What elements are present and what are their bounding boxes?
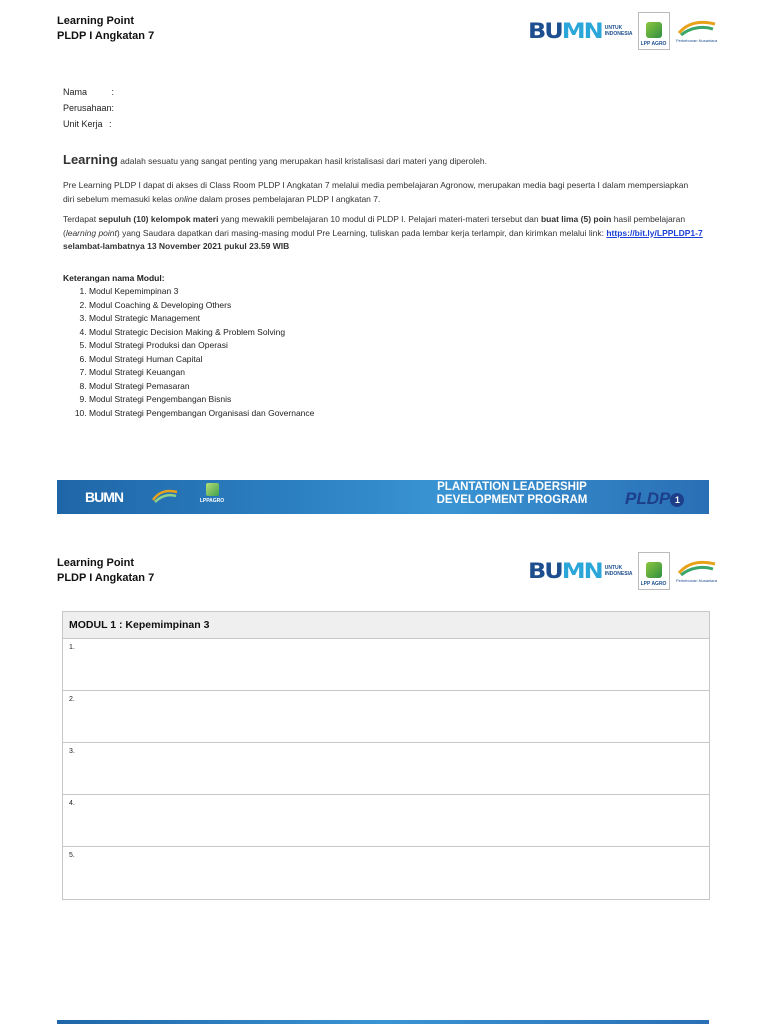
row-number: 1. bbox=[69, 644, 75, 651]
bumn-logo: BUMN UNTUK INDONESIA bbox=[528, 558, 633, 584]
page-header-title bbox=[57, 14, 154, 44]
module-list-section bbox=[63, 272, 703, 420]
intro-paragraph-3: Terdapat sepuluh (10) kelompok materi yang mewakili pembelajaran 10 modul di PLDP I. Pelajari materi-materi tersebut dan buat lima (5) poin hasil pembelajaran (learning point) yang Saudara dapatkan dari masing-masing modul Pre Learning, tuliskan pada lembar kerja terlampir, dan kirimkan melalui link: https://bit.ly/LPPLDP1-7 selambat-lambatnya 13 November 2021 pukul 23.59 WIB bbox=[63, 214, 703, 251]
header-line-2: PLDP I Angkatan 7 bbox=[57, 572, 155, 584]
submission-link[interactable]: https://bit.ly/LPPLDP1-7 bbox=[606, 227, 703, 238]
intro-paragraph-2: Pre Learning PLDP I dapat di akses di Class Room PLDP I Angkatan 7 melalui media pembelajaran Agronow, merupakan media bagi peserta I dalam mempersiapkan diri sebelum memasuki kelas online dalam proses pembelajaran PLDP I angkatan 7. bbox=[63, 180, 689, 204]
module-list-item: 10. Modul Strategi Pengembangan Organisasi dan Governance bbox=[89, 407, 703, 421]
module-list bbox=[63, 285, 703, 420]
table-body bbox=[63, 639, 709, 899]
page2-header-logos bbox=[528, 552, 718, 590]
table-title: MODUL 1 : Kepemimpinan 3 bbox=[63, 612, 709, 639]
ptpn-logo: Perkebunan Nusantara bbox=[676, 19, 718, 43]
unit-kerja-field: Unit Kerja : bbox=[63, 119, 112, 129]
header-line-2: PLDP I Angkatan 7 bbox=[57, 30, 155, 42]
row-number: 5. bbox=[69, 852, 75, 859]
lpp-agro-logo: LPP AGRO bbox=[638, 552, 670, 590]
row-number: 4. bbox=[69, 800, 75, 807]
module-list-item: 8. Modul Strategi Pemasaran bbox=[89, 380, 703, 394]
banner-lpp-logo: LPPAGRO bbox=[197, 483, 227, 504]
ptpn-swoosh-icon bbox=[677, 559, 717, 577]
module-list-item: 4. Modul Strategic Decision Making & Problem Solving bbox=[89, 326, 703, 340]
module-list-item: 2. Modul Coaching & Developing Others bbox=[89, 299, 703, 313]
module-list-item: 3. Modul Strategic Management bbox=[89, 312, 703, 326]
next-page-banner-edge bbox=[57, 1020, 709, 1024]
lpp-agro-logo: LPP AGRO bbox=[638, 12, 670, 50]
table-row[interactable] bbox=[63, 847, 709, 899]
pldp-banner bbox=[57, 480, 709, 514]
ptpn-swoosh-icon bbox=[677, 19, 717, 37]
header-line-1: Learning Point bbox=[57, 557, 134, 569]
learning-point-table bbox=[62, 611, 710, 900]
table-row[interactable] bbox=[63, 639, 709, 691]
table-row[interactable] bbox=[63, 691, 709, 743]
row-number: 2. bbox=[69, 696, 75, 703]
banner-pldp-logo: PLDP 1 bbox=[625, 489, 684, 509]
module-list-item: 9. Modul Strategi Pengembangan Bisnis bbox=[89, 393, 703, 407]
banner-ptpn-swoosh-icon bbox=[152, 488, 178, 504]
header-logos bbox=[528, 12, 718, 50]
header-line-1: Learning Point bbox=[57, 15, 134, 27]
intro-paragraph-1: Learning adalah sesuatu yang sangat penting yang merupakan hasil kristalisasi dari materi yang diperoleh. bbox=[63, 152, 487, 167]
bumn-logo: BUMN UNTUK INDONESIA bbox=[528, 18, 633, 44]
banner-title: PLANTATION LEADERSHIP DEVELOPMENT PROGRAM bbox=[436, 481, 588, 506]
module-list-item: 1. Modul Kepemimpinan 3 bbox=[89, 285, 703, 299]
perusahaan-field: Perusahaan: bbox=[63, 103, 115, 113]
table-row[interactable] bbox=[63, 795, 709, 847]
module-list-item: 6. Modul Strategi Human Capital bbox=[89, 353, 703, 367]
module-list-item: 5. Modul Strategi Produksi dan Operasi bbox=[89, 339, 703, 353]
nama-field: Nama : bbox=[63, 87, 115, 97]
module-list-heading: Keterangan nama Modul: bbox=[63, 273, 165, 283]
module-list-item: 7. Modul Strategi Keuangan bbox=[89, 366, 703, 380]
banner-bumn-logo: BUMN bbox=[85, 489, 124, 505]
table-row[interactable] bbox=[63, 743, 709, 795]
row-number: 3. bbox=[69, 748, 75, 755]
page2-header-title bbox=[57, 556, 154, 586]
ptpn-logo: Perkebunan Nusantara bbox=[676, 559, 718, 583]
